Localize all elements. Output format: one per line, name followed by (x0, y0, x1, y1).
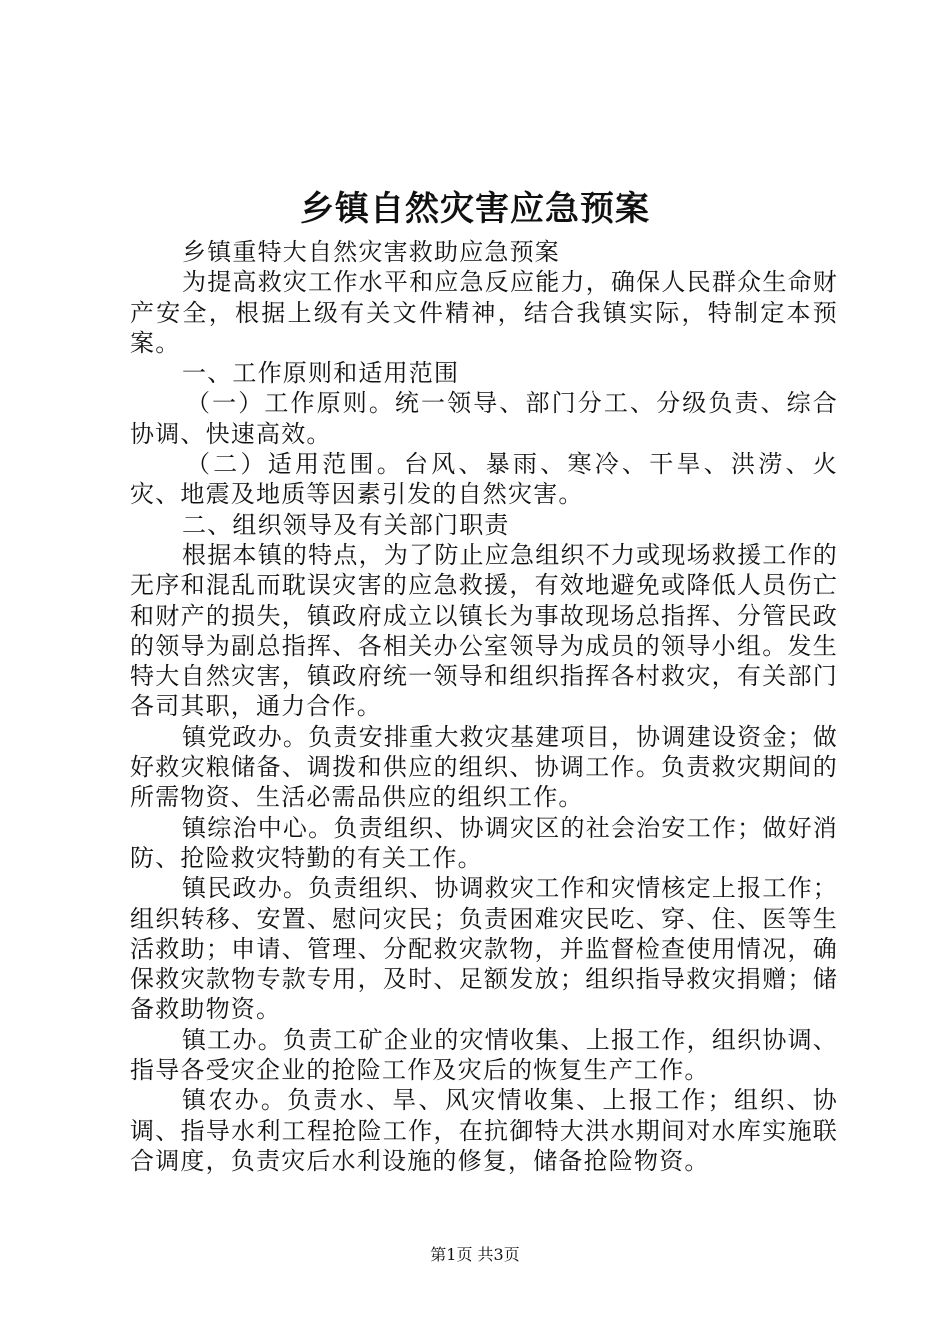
paragraph-security-center: 镇综治中心。负责组织、协调灾区的社会治安工作；做好消防、抢险救灾特勤的有关工作。 (130, 813, 838, 872)
paragraph-civil-affairs: 镇民政办。负责组织、协调救灾工作和灾情核定上报工作；组织转移、安置、慰问灾民；负责困难灾民吃、穿、住、医等生活救助；申请、管理、分配救灾款物，并监督检查使用情况，确保救灾款物专款专用，及时、足额发放；组织指导救灾捐赠；储备救助物资。 (130, 874, 838, 1024)
section-heading-2: 二、组织领导及有关部门职责 (182, 510, 510, 539)
page-footer: 第1页 共3页 (430, 1245, 520, 1264)
document-body (130, 237, 838, 1176)
section-heading-1: 一、工作原则和适用范围 (182, 359, 460, 388)
paragraph-subtitle: 乡镇重特大自然灾害救助应急预案 (182, 238, 560, 266)
paragraph-organization: 根据本镇的特点，为了防止应急组织不力或现场救援工作的无序和混乱而耽误灾害的应急救援，有效地避免或降低人员伤亡和财产的损失，镇政府成立以镇长为事故现场总指挥、分管民政的领导为副总指挥、各相关办公室领导为成员的领导小组。发生特大自然灾害，镇政府统一领导和组织指挥各村救灾，有关部门各司其职，通力合作。 (130, 540, 838, 721)
paragraph-agriculture-office: 镇农办。负责水、旱、风灾情收集、上报工作；组织、协调、指导水利工程抢险工作，在抗御特大洪水期间对水库实施联合调度，负责灾后水利设施的修复，储备抢险物资。 (130, 1086, 838, 1175)
paragraph-intro: 为提高救灾工作水平和应急反应能力，确保人民群众生命财产安全，根据上级有关文件精神，结合我镇实际，特制定本预案。 (130, 268, 838, 357)
paragraph-scope: （二）适用范围。台风、暴雨、寒冷、干旱、洪涝、火灾、地震及地质等因素引发的自然灾害。 (130, 450, 838, 509)
paragraph-industry-office: 镇工办。负责工矿企业的灾情收集、上报工作，组织协调、指导各受灾企业的抢险工作及灾后的恢复生产工作。 (130, 1025, 838, 1085)
paragraph-principles: （一）工作原则。统一领导、部门分工、分级负责、综合协调、快速高效。 (130, 389, 838, 448)
paragraph-party-office: 镇党政办。负责安排重大救灾基建项目，协调建设资金；做好救灾粮储备、调拨和供应的组织、协调工作。负责救灾期间的所需物资、生活必需品供应的组织工作。 (130, 722, 838, 812)
document-title: 乡镇自然灾害应急预案 (300, 189, 650, 229)
